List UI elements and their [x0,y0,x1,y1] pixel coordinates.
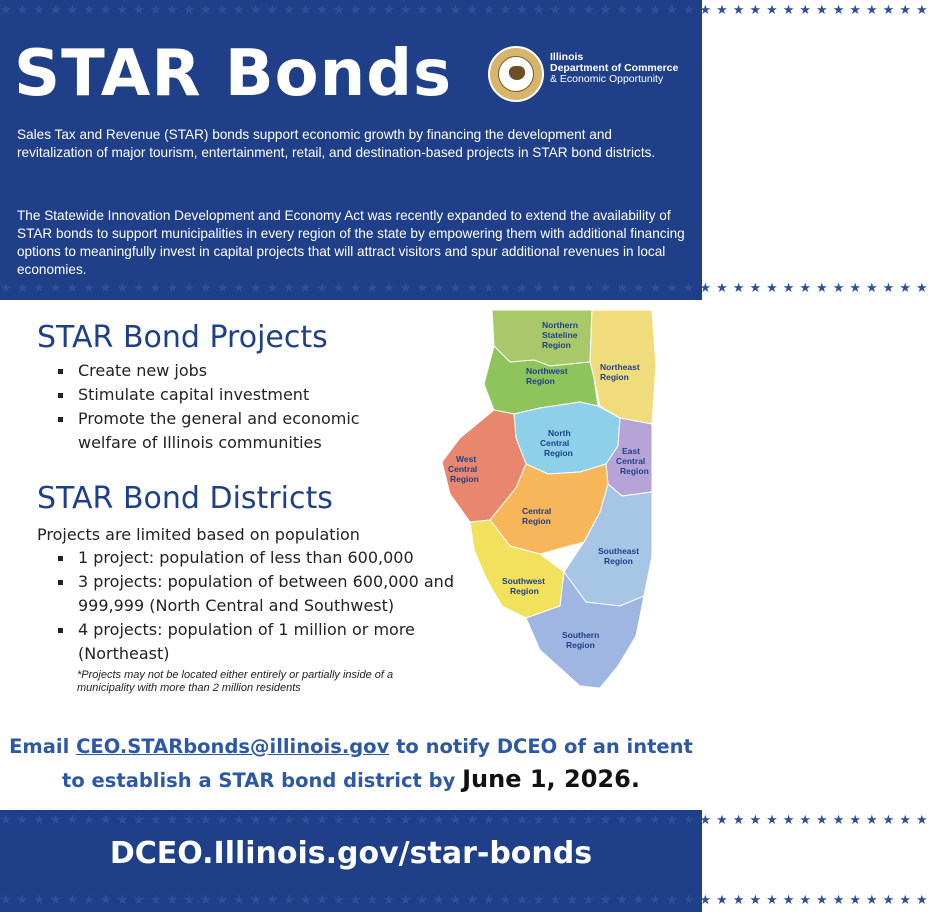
label-central: Central Region [522,506,552,526]
cta-middle: to notify DCEO of an intent [389,735,693,758]
list-item: Stimulate capital investment [58,383,418,407]
projects-list [58,359,418,455]
label-northern-stateline: Northern Stateline Region [542,320,578,350]
list-item: 1 project: population of less than 600,000 [58,546,468,570]
star-pattern-footer-top: ★★★★★★★★★★★★★★★★★★★★★★★★★★★★★★★★★★★★★★★★★★★★★★★★★★★★★★★★ [0,813,933,828]
state-seal-icon [488,46,544,102]
label-east-central: East Central Region [616,446,649,476]
dceo-logo [488,46,698,108]
label-southern: Southern Region [562,630,600,650]
cta-line2: to establish a STAR bond district by [62,769,463,792]
illinois-map-svg [430,306,690,706]
districts-list [58,546,468,666]
label-northwest: Northwest Region [526,366,568,386]
call-to-action [0,730,702,797]
label-southwest: Southwest Region [502,576,545,596]
districts-heading: STAR Bond Districts [37,481,333,516]
cta-prefix: Email [9,735,77,758]
email-link[interactable]: CEO.STARbonds@illinois.gov [76,735,390,758]
label-northeast: Northeast Region [600,362,640,382]
header-band [0,0,933,300]
label-southeast: Southeast Region [598,546,640,566]
list-item: 4 projects: population of 1 million or more (Northeast) [58,618,468,666]
list-item: Create new jobs [58,359,418,383]
star-pattern-bottom: ★★★★★★★★★★★★★★★★★★★★★★★★★★★★★★★★★★★★★★★★★★★★★★★★★★★★★★★★ [0,281,933,296]
list-item: Promote the general and economic welfare of Illinois communities [58,407,418,455]
list-item: 3 projects: population of between 600,000 and 999,999 (North Central and Southwest) [58,570,468,618]
org-name-line1: Illinois [550,51,584,63]
org-name [550,52,678,85]
star-pattern-footer-bottom: ★★★★★★★★★★★★★★★★★★★★★★★★★★★★★★★★★★★★★★★★★★★★★★★★★★★★★★★★ [0,893,933,908]
label-west-central: West Central Region [448,454,479,484]
org-name-line2: Department of Commerce [550,62,679,74]
projects-heading: STAR Bond Projects [37,320,328,355]
districts-footnote: *Projects may not be located either entirely or partially inside of a municipality with more than 2 million residents [77,669,394,694]
footer-band [0,810,933,912]
districts-lead: Projects are limited based on population [37,525,360,544]
label-north-central: North Central Region [540,428,573,458]
page-title: STAR Bonds [14,37,453,111]
star-pattern-top: ★★★★★★★★★★★★★★★★★★★★★★★★★★★★★★★★★★★★★★★★★★★★★★★★★★★★★★★★ [0,3,933,18]
intro-paragraph-1: Sales Tax and Revenue (STAR) bonds support economic growth by financing the development and revitalization of major tourism, entertainment, retail, and destination-based projects in STAR bond districts. [17,127,656,160]
deadline-date: June 1, 2026. [462,765,640,793]
footer-url[interactable]: DCEO.Illinois.gov/star-bonds [109,836,593,871]
org-name-line3: & Economic Opportunity [550,73,664,85]
illinois-regions-map [430,306,690,706]
intro-paragraph-2: The Statewide Innovation Development and Economy Act was recently expanded to extend the availability of STAR bonds to support municipalities in every region of the state by empowering them with additional financing options to meaningfully invest in capital projects that will attract visitors and spur additional revenues in local economies. [17,208,685,277]
